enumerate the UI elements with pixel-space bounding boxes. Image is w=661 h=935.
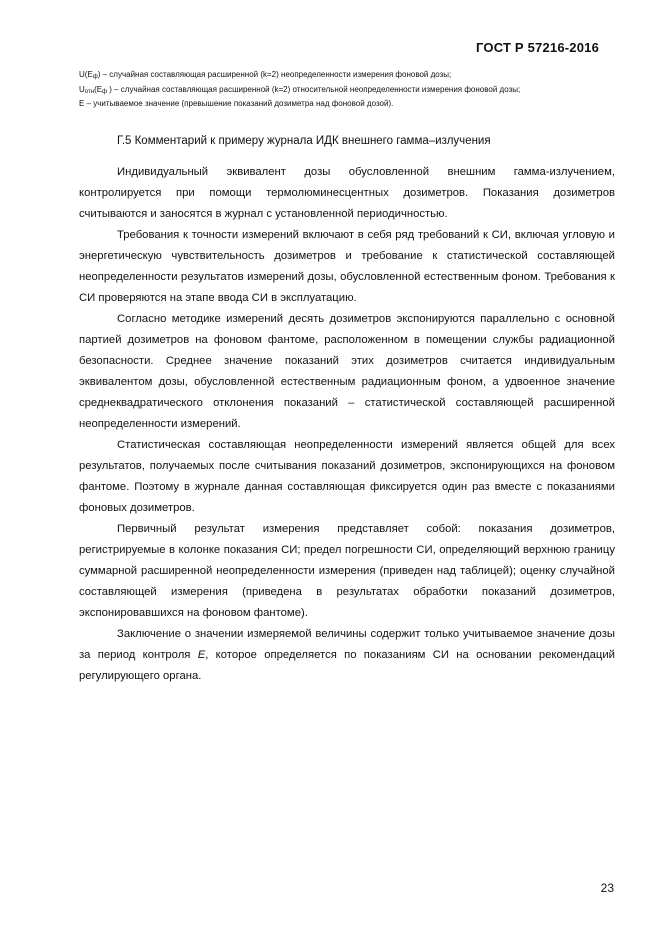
body-text [79,162,615,687]
paragraph: Заключение о значении измеряемой величины содержит только учитываемое значение дозы за период контроля E, которое определяется по показаниям СИ на основании рекомендаций регулирующего органа. [79,628,615,682]
section-heading: Г.5 Комментарий к примеру журнала ИДК внешнего гамма–излучения [117,135,491,147]
paragraph: Индивидуальный эквивалент дозы обусловленной внешним гамма-излучением, контролируется при помощи термолюминесцентных дозиметров. Показания дозиметров считываются и заносятся в журнал с установленной периодичностью. [79,166,615,220]
definition-text: – учитываемое значение (превышение показаний дозиметра над фоновой дозой). [84,99,394,108]
definition-text: – случайная составляющая расширенной (k=2) относительной неопределенности измерения фоновой дозы; [111,84,521,94]
definition-line [79,98,615,110]
definition-text: – случайная составляющая расширенной (k=2) неопределенности измерения фоновой дозы; [100,70,452,79]
paragraph: Требования к точности измерений включают в себя ряд требований к СИ, включая угловую и энергетическую чувствительность дозиметров и требование к статистической составляющей неопределенности результатов измерений дозы, обусловленной естественным фоном. Требования к СИ проверяются на этапе ввода СИ в эксплуатацию. [79,229,615,304]
paragraph: Статистическая составляющая неопределенности измерений является общей для всех результатов, получаемых после считывания показаний дозиметров, экспонирующихся на фоновом фантоме. Поэтому в журнале данная составляющая фиксируется один раз вместе с показаниями фоновых дозиметров. [79,439,615,514]
document-standard-code: ГОСТ Р 57216-2016 [475,40,599,55]
paragraph: Первичный результат измерения представляет собой: показания дозиметров, регистрируемые в колонке показания СИ; предел погрешности СИ, определяющий верхнюю границу суммарной расширенной неопределенности измерения (приведен над таблицей); оценку случайной составляющей измерения (приведена в результатах обработки показаний дозиметров, экспонировавшихся на фоновом фантоме). [79,523,615,619]
definition-symbol: E [79,99,85,108]
definition-line [79,84,615,99]
paragraph: Согласно методике измерений десять дозиметров экспонируются параллельно с основной партией дозиметров на фоновом фантоме, расположенном в помещении службы радиационной безопасности. Среднее значение показаний этих дозиметров считается индивидуальным эквивалентом дозы, обусловленной естественным радиационным фоном, а удвоенное значение среднеквадратического отклонения показаний – статистической составляющей расширенной неопределенности измерений. [79,313,615,430]
definition-line [79,69,615,84]
definition-symbol: U(Eф) [79,70,101,80]
page-number: 23 [600,881,614,895]
dose-symbol: E [197,649,206,661]
symbol-definitions [79,69,615,110]
definition-symbol: Uотн(Eф ) [79,84,112,95]
